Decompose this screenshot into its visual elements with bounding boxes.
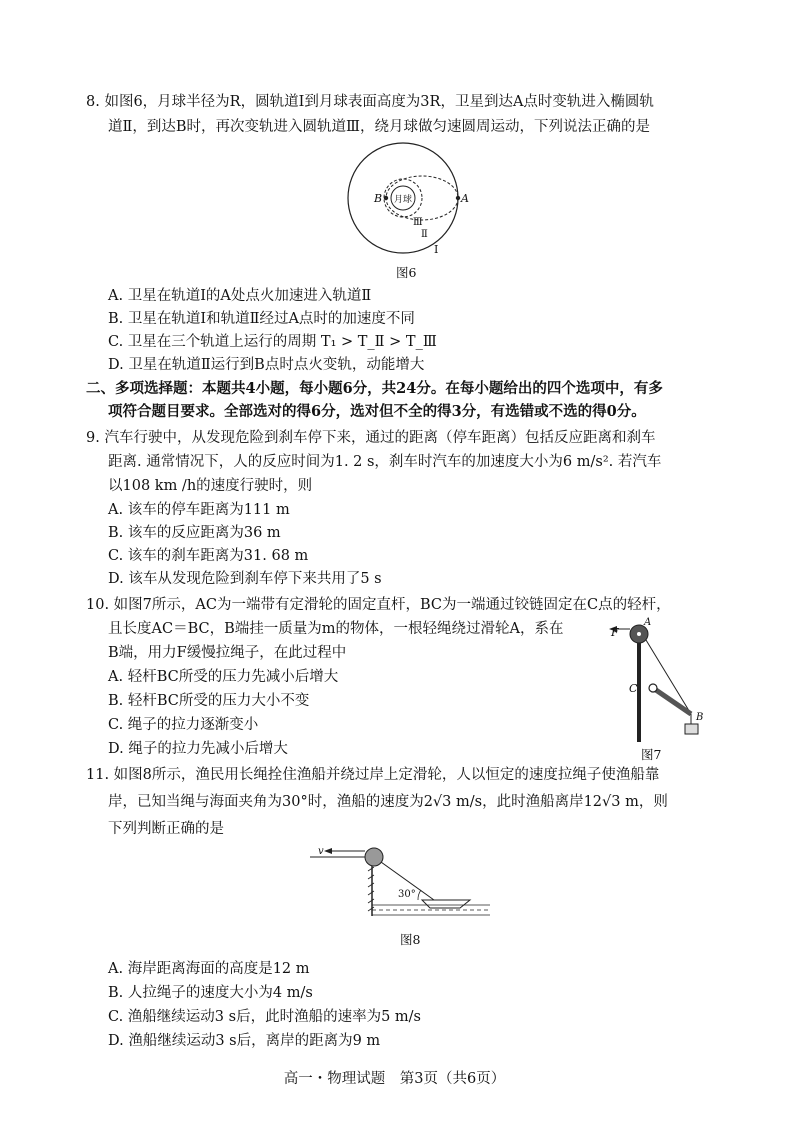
section-2-header-line2: 项符合题目要求。全部选对的得6分，选对但不全的得3分，有选错或不选的得0分。	[108, 403, 646, 420]
figure-8-boat-pulley	[310, 843, 495, 923]
arrow-v	[324, 848, 332, 854]
q9-option-b: B. 该车的反应距离为36 m	[108, 525, 281, 541]
q9-stem-line2: 距离. 通常情况下，人的反应时间为1. 2 s，刹车时汽车的加速度大小为6 m/s². 若汽车	[108, 454, 662, 470]
figure-8-label-angle: 30°	[398, 889, 416, 900]
q10-option-c: C. 绳子的拉力逐渐变小	[108, 717, 259, 733]
figure-8-caption: 图8	[400, 932, 421, 947]
figure-7-label-A: A	[644, 617, 652, 628]
rod-BC	[653, 688, 691, 714]
q9-option-d: D. 该车从发现危险到刹车停下来共用了5 s	[108, 571, 382, 587]
figure-6-label-moon: 月球	[394, 195, 413, 205]
q8-option-b: B. 卫星在轨道Ⅰ和轨道Ⅱ经过A点时的加速度不同	[108, 311, 415, 327]
q8-option-c: C. 卫星在三个轨道上运行的周期 T₁ > T_Ⅱ > T_Ⅲ	[108, 334, 437, 350]
page-footer: 高一・物理试题 第3页（共6页）	[283, 1071, 506, 1087]
q11-stem-line1: 11. 如图8所示，渔民用长绳拴住渔船并绕过岸上定滑轮，人以恒定的速度拉绳子使渔船靠	[86, 767, 660, 783]
q8-option-a: A. 卫星在轨道Ⅰ的A处点火加速进入轨道Ⅱ	[108, 288, 372, 304]
q8-stem-line1: 8. 如图6，月球半径为R，圆轨道Ⅰ到月球表面高度为3R，卫星到达A点时变轨进入椭圆轨	[86, 94, 654, 110]
q11-option-d: D. 渔船继续运动3 s后，离岸的距离为9 m	[108, 1033, 381, 1049]
q10-option-d: D. 绳子的拉力先减小后增大	[108, 741, 288, 757]
figure-7-label-B: B	[696, 712, 704, 723]
q9-option-c: C. 该车的刹车距离为31. 68 m	[108, 548, 309, 564]
figure-6-caption: 图6	[396, 265, 417, 280]
point-A	[456, 196, 460, 200]
point-B	[384, 196, 388, 200]
q11-stem-line3: 下列判断正确的是	[108, 821, 224, 837]
q10-option-a: A. 轻杆BC所受的压力先减小后增大	[108, 669, 339, 685]
figure-6-label-A: A	[461, 192, 469, 205]
boat-hull	[422, 900, 470, 908]
hinge-C	[649, 684, 657, 692]
angle-arc	[418, 890, 421, 900]
figure-7-caption: 图7	[641, 747, 662, 762]
figure-7-label-C: C	[629, 682, 638, 695]
figure-6-label-III: Ⅲ	[413, 217, 423, 228]
q10-option-b: B. 轻杆BC所受的压力大小不变	[108, 693, 310, 709]
figure-6-label-II: Ⅱ	[421, 229, 428, 240]
q10-stem-line1: 10. 如图7所示，AC为一端带有定滑轮的固定直杆，BC为一端通过铰链固定在C点的轻杆，	[86, 597, 671, 613]
weight-block	[685, 724, 698, 734]
figure-6-orbits	[330, 143, 480, 255]
figure-8-label-v: v	[318, 846, 324, 857]
q9-stem-line3: 以108 km /h的速度行驶时，则	[108, 478, 313, 494]
shore-hatch	[368, 859, 374, 911]
q11-stem-line2: 岸，已知当绳与海面夹角为30°时，渔船的速度为2√3 m/s，此时渔船离岸12√3 m，则	[108, 794, 668, 810]
fixed-pulley	[365, 848, 383, 866]
q11-option-a: A. 海岸距离海面的高度是12 m	[108, 961, 310, 977]
rope-AB	[646, 640, 691, 714]
q10-stem-line3: B端，用力F缓慢拉绳子，在此过程中	[108, 645, 347, 661]
figure-6-label-B: B	[374, 192, 383, 205]
q9-option-a: A. 该车的停车距离为111 m	[108, 502, 290, 518]
figure-7-label-F: F	[611, 626, 619, 639]
q11-option-c: C. 渔船继续运动3 s后，此时渔船的速率为5 m/s	[108, 1009, 421, 1025]
section-2-header-line1: 二、多项选择题：本题共4小题，每小题6分，共24分。在每小题给出的四个选项中，有多	[86, 380, 663, 397]
q9-stem-line1: 9. 汽车行驶中，从发现危险到刹车停下来，通过的距离（停车距离）包括反应距离和刹车	[86, 430, 656, 446]
q8-stem-line2: 道Ⅱ，到达B时，再次变轨进入圆轨道Ⅲ，绕月球做匀速圆周运动，下列说法正确的是	[108, 119, 650, 135]
q8-option-d: D. 卫星在轨道Ⅱ运行到B点时点火变轨，动能增大	[108, 357, 425, 373]
figure-6-label-I: Ⅰ	[434, 243, 439, 256]
q10-stem-line2: 且长度AC＝BC，B端挂一质量为m的物体，一根轻绳绕过滑轮A，系在	[108, 621, 564, 637]
pulley-axle	[637, 632, 641, 636]
figure-7-rod-pulley	[605, 614, 710, 744]
q11-option-b: B. 人拉绳子的速度大小为4 m/s	[108, 985, 313, 1001]
